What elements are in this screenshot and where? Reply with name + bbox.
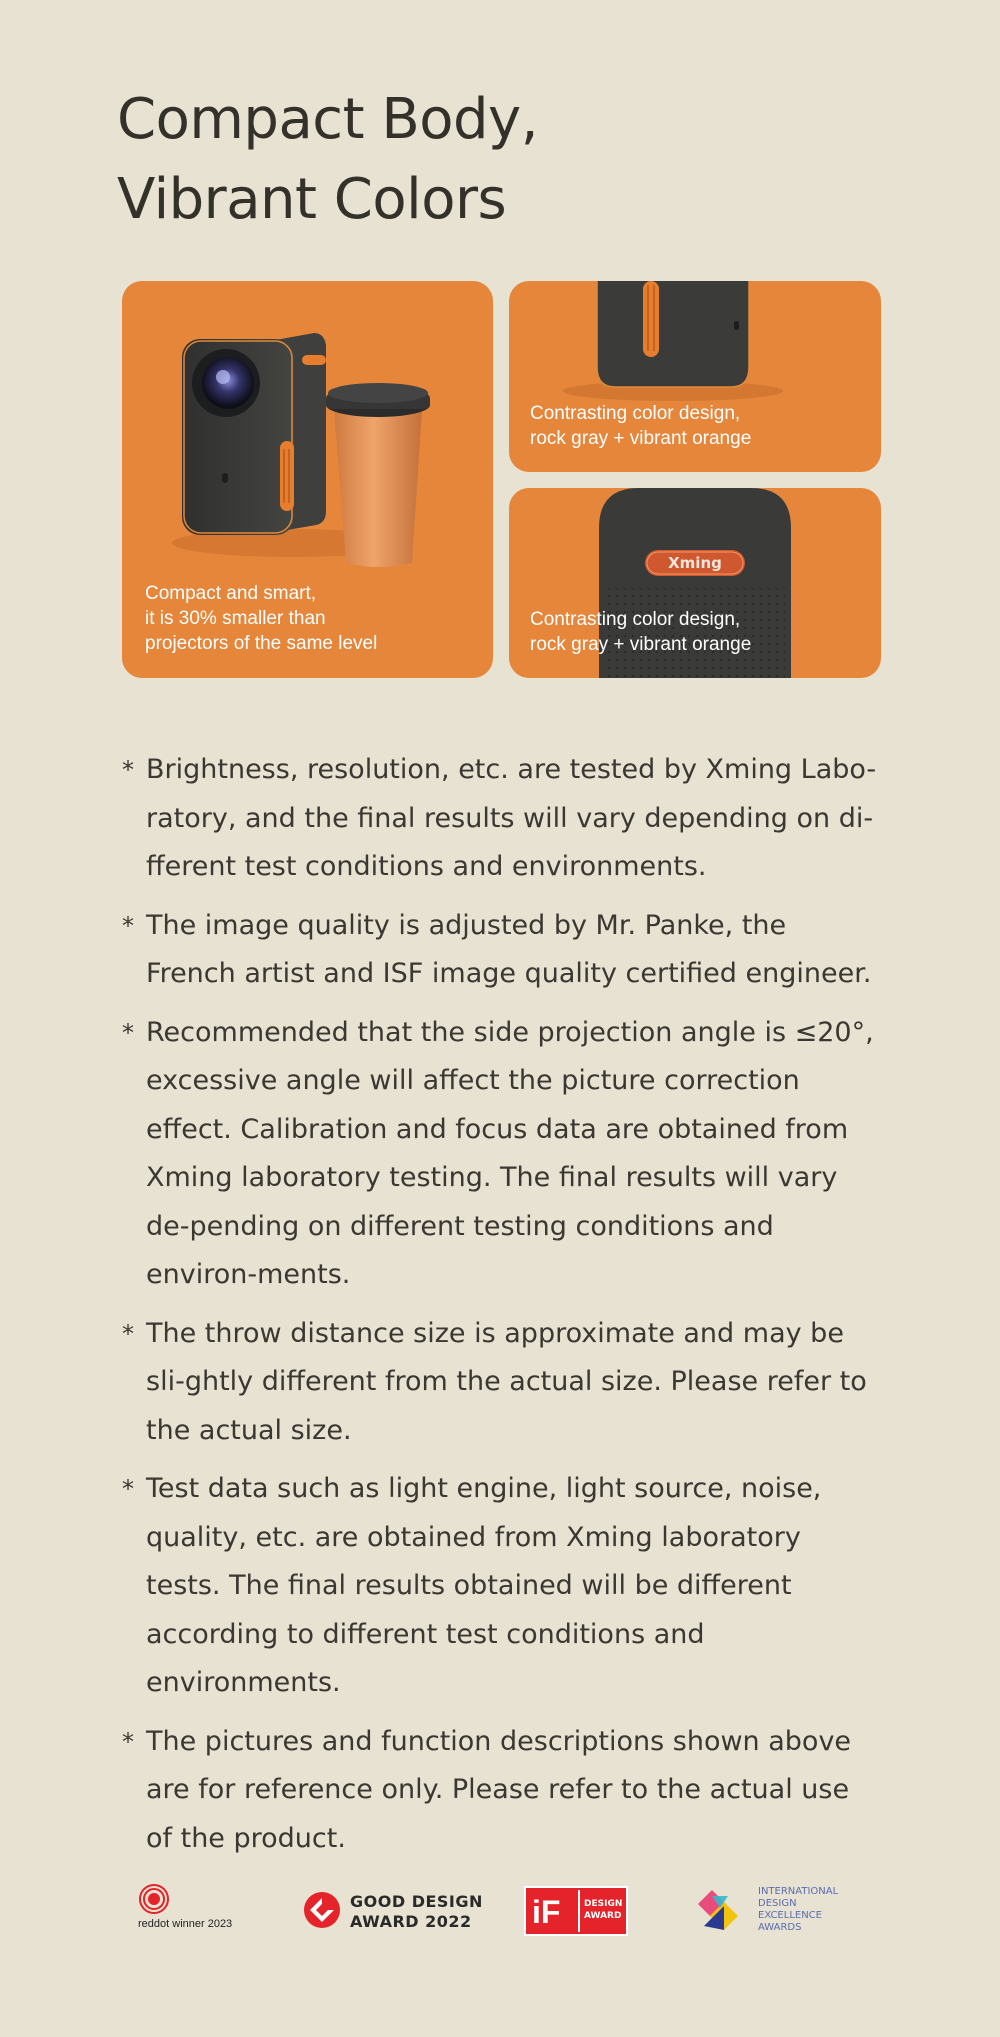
good-design-line1: GOOD DESIGN [350, 1892, 483, 1911]
idea-logo-icon [694, 1886, 754, 1934]
note-text: The image quality is adjusted by Mr. Panke, the French artist and ISF image quality certified engineer. [146, 909, 872, 989]
color-design-card-bottom [509, 488, 881, 678]
idea-line2: DESIGN [758, 1898, 797, 1909]
if-design-line2: AWARD [584, 1911, 622, 1921]
g-mark-icon [302, 1890, 342, 1930]
good-design-line2: AWARD 2022 [350, 1912, 472, 1931]
note-text: Brightness, resolution, etc. are tested by Xming Labo-ratory, and the final results will vary depending on di-fferent test conditions and environments. [146, 754, 877, 882]
compact-caption: Compact and smart, it is 30% smaller than projectors of the same level [145, 583, 378, 654]
note-item [122, 1718, 882, 1864]
good-design-award [302, 1890, 483, 1934]
title-line-1: Compact Body, [117, 87, 538, 152]
idea-line3: EXCELLENCE [758, 1910, 822, 1921]
compact-projector-card [122, 281, 493, 678]
color-design-caption-top: Contrasting color design, rock gray + vibrant orange [530, 403, 752, 449]
note-marker: * [122, 1727, 134, 1756]
color-design-card-top [509, 281, 881, 472]
idea-line4: AWARDS [758, 1922, 802, 1933]
note-text: The pictures and function descriptions shown above are for reference only. Please refer to the actual use of the product. [146, 1725, 852, 1854]
title-line-2: Vibrant Colors [117, 167, 507, 232]
color-design-caption-bottom: Contrasting color design, rock gray + vibrant orange [530, 609, 752, 655]
note-item [122, 1310, 882, 1456]
note-marker: * [122, 1475, 134, 1503]
note-marker: * [122, 1018, 134, 1047]
disclaimer-notes [122, 746, 882, 1873]
if-design-line1: DESIGN [584, 1899, 623, 1909]
note-marker: * [122, 911, 134, 940]
awards-row [120, 1860, 920, 1940]
page-title [117, 80, 917, 240]
if-mark: iF [532, 1894, 561, 1930]
note-text: Test data such as light engine, light source, noise, quality, etc. are obtained from Xming laboratory tests. The final results obtained will be different according to different test conditions and environments. [146, 1473, 822, 1698]
note-text: Recommended that the side projection angle is ≤20°, excessive angle will affect the picture correction effect. Calibration and focus data are obtained from Xming laboratory testing. The final results will vary de-pending on different testing conditions and environ-ments. [146, 1016, 874, 1290]
note-marker: * [122, 1319, 134, 1348]
note-item [122, 902, 882, 999]
idea-line1: INTERNATIONAL [758, 1886, 839, 1897]
note-item [122, 1465, 882, 1708]
idea-award [694, 1886, 894, 1938]
reddot-icon [138, 1884, 172, 1914]
note-item [122, 1009, 882, 1300]
reddot-award [138, 1884, 248, 1934]
if-design-award [524, 1886, 630, 1938]
note-marker: * [122, 756, 134, 784]
reddot-label: reddot winner 2023 [138, 1918, 233, 1930]
xming-logo-badge: Xming [668, 554, 722, 572]
note-text: The throw distance size is approximate and may be sli-ghtly different from the actual size. Please refer to the actual size. [146, 1317, 867, 1446]
if-logo-icon [524, 1886, 628, 1936]
note-item [122, 746, 882, 892]
